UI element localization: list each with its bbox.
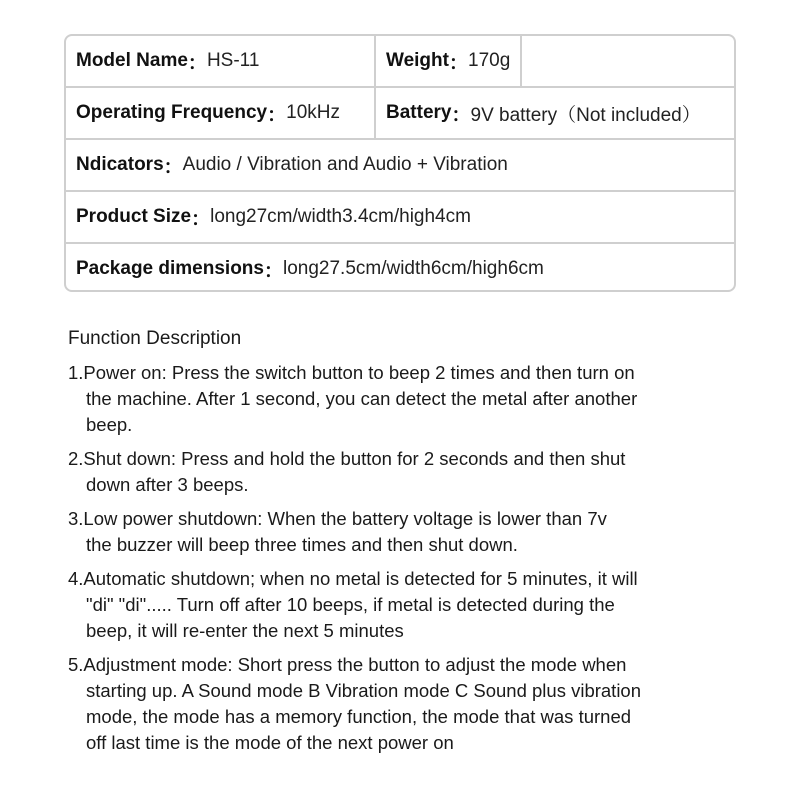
spec-table: [64, 34, 736, 292]
item-line: the machine. After 1 second, you can detect the metal after another: [86, 388, 638, 409]
indicators-cell: Ndicators ： Audio / Vibration and Audio + Vibration: [76, 154, 508, 178]
function-item-shut-down: [68, 446, 768, 498]
function-description: [68, 326, 768, 764]
battery-label: Battery: [386, 102, 452, 123]
function-item-auto-shutdown: [68, 566, 768, 644]
frequency-label: Operating Frequency: [76, 102, 268, 123]
item-line: beep.: [86, 414, 133, 435]
package-cell: Package dimensions ： long27.5cm/width6cm/high6cm: [76, 258, 544, 282]
item-line: off last time is the mode of the next power on: [86, 732, 454, 753]
model-label: Model Name: [76, 50, 188, 71]
item-line: 1.Power on: Press the switch button to beep 2 times and then turn on: [68, 362, 635, 383]
indicators-value: Audio / Vibration and Audio + Vibration: [182, 154, 508, 175]
product-size-label: Product Size: [76, 206, 192, 227]
frequency-cell: Operating Frequency ： 10kHz: [66, 88, 376, 138]
spec-row-frequency: [66, 88, 734, 140]
function-title: Function Description: [68, 328, 242, 349]
item-line: 2.Shut down: Press and hold the button for 2 seconds and then shut: [68, 448, 626, 469]
battery-cell: Battery ： 9V battery（Not included）: [376, 88, 734, 138]
product-size-cell: Product Size ： long27cm/width3.4cm/high4cm: [76, 206, 471, 230]
item-line: beep, it will re-enter the next 5 minutes: [86, 620, 404, 641]
battery-value: 9V battery（Not included）: [470, 104, 701, 126]
frequency-value: 10kHz: [286, 102, 340, 123]
spec-row-indicators: [66, 140, 734, 192]
spec-row-product-size: [66, 192, 734, 244]
model-value: HS-11: [206, 50, 260, 71]
item-line: starting up. A Sound mode B Vibration mode C Sound plus vibration: [86, 680, 642, 701]
empty-cell: [522, 36, 734, 86]
item-line: 4.Automatic shutdown; when no metal is detected for 5 minutes, it will: [68, 568, 638, 589]
spec-row-model: [66, 36, 734, 88]
weight-label: Weight: [386, 50, 449, 71]
function-item-power-on: [68, 360, 768, 438]
item-line: down after 3 beeps.: [86, 474, 249, 495]
weight-cell: Weight ： 170g: [376, 36, 522, 86]
model-cell: Model Name ： HS-11: [66, 36, 376, 86]
package-value: long27.5cm/width6cm/high6cm: [282, 258, 544, 279]
function-item-low-power: [68, 506, 768, 558]
item-line: "di" "di"..... Turn off after 10 beeps, if metal is detected during the: [86, 594, 615, 615]
indicators-label: Ndicators: [76, 154, 164, 175]
spec-row-package: [66, 244, 734, 292]
item-line: 5.Adjustment mode: Short press the button to adjust the mode when: [68, 654, 627, 675]
item-line: 3.Low power shutdown: When the battery voltage is lower than 7v: [68, 508, 607, 529]
item-line: mode, the mode has a memory function, the mode that was turned: [86, 706, 632, 727]
item-line: the buzzer will beep three times and then shut down.: [86, 534, 518, 555]
weight-value: 170g: [468, 50, 511, 71]
function-item-adjustment: [68, 652, 768, 756]
product-size-value: long27cm/width3.4cm/high4cm: [210, 206, 471, 227]
package-label: Package dimensions: [76, 258, 264, 279]
